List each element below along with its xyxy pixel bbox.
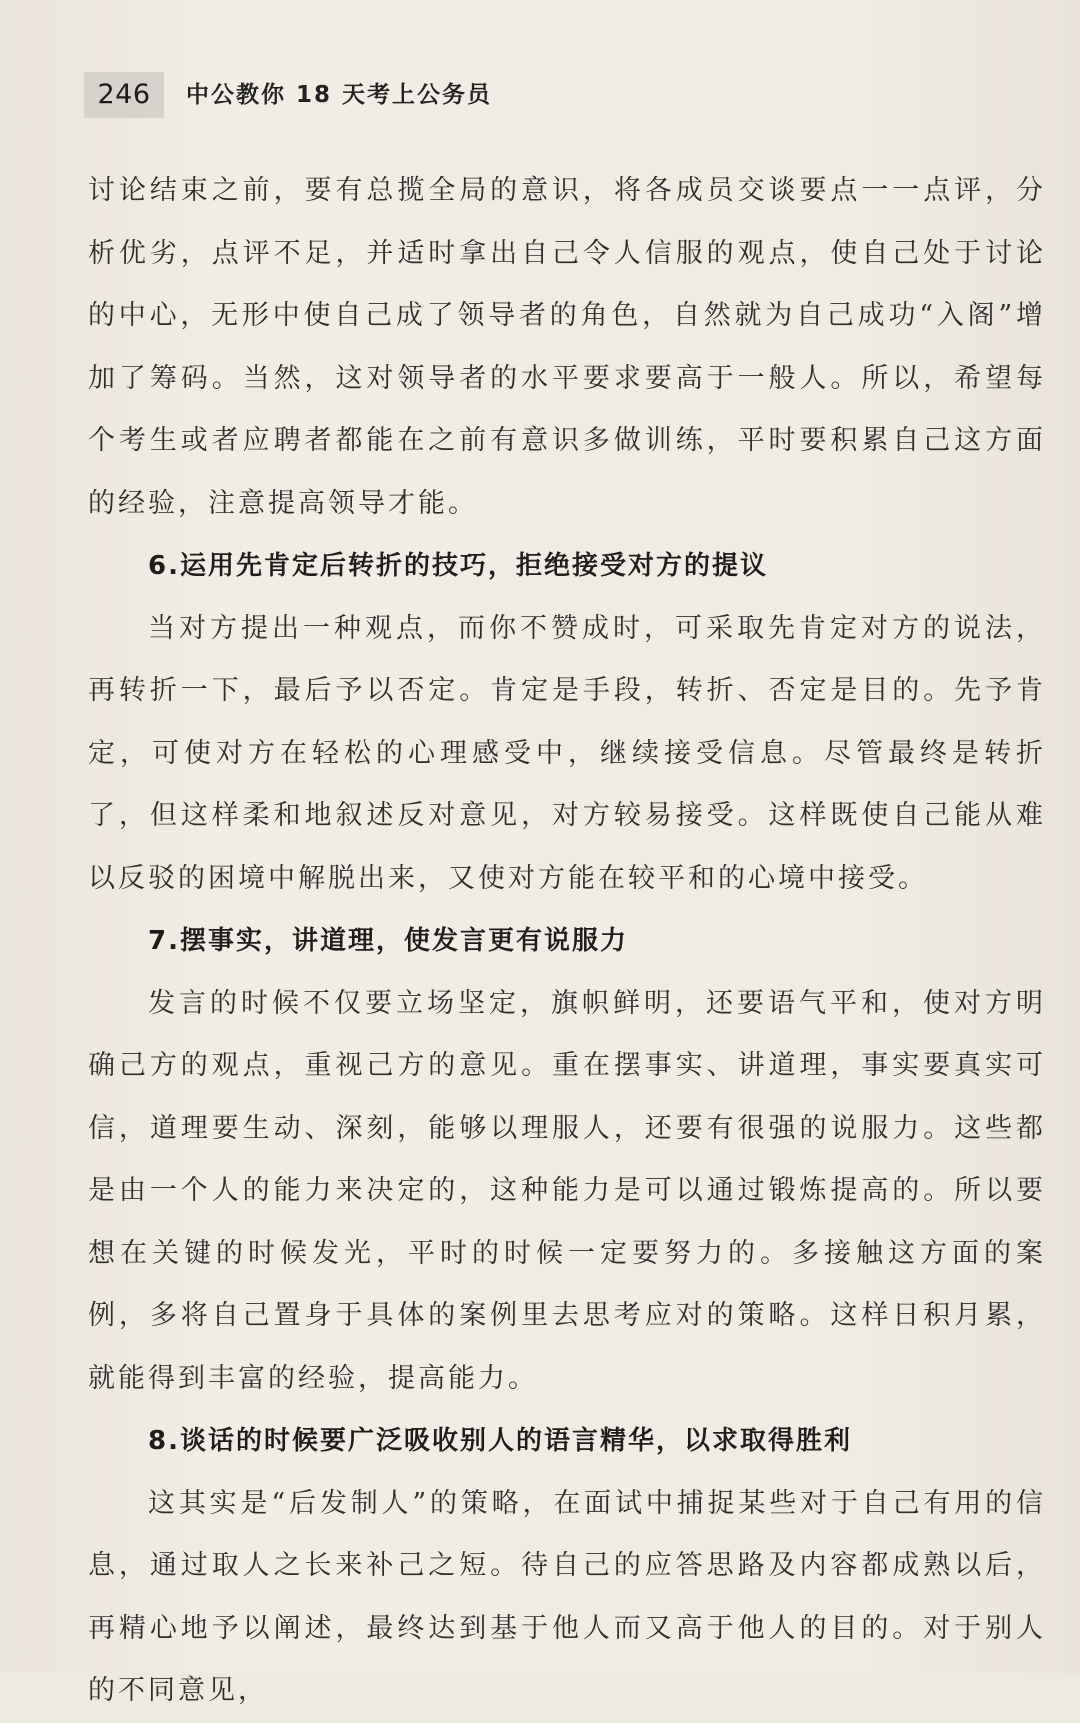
section-number: 8. xyxy=(148,1426,180,1456)
paragraph-absorb-others: 这其实是“后发制人”的策略，在面试中捕捉某些对于自己有用的信息，通过取人之长来补己之短。待自己的应答思路及内容都成熟以后，再精心地予以阐述，最终达到基于他人而又高于他人的目的。对于别人的不同意见， xyxy=(88,1487,1046,1706)
running-title: 中公教你 18 天考上公务员 xyxy=(186,82,493,108)
section-title: 摆事实，讲道理，使发言更有说服力 xyxy=(179,926,628,956)
section-heading-7 xyxy=(88,910,1046,973)
page-number: 246 xyxy=(84,72,164,118)
section-number: 7. xyxy=(148,926,180,956)
section-heading-8 xyxy=(88,1410,1046,1473)
page-body xyxy=(88,160,1046,1723)
page-header xyxy=(84,72,524,118)
section-heading-6 xyxy=(88,535,1046,598)
section-number: 6. xyxy=(148,551,180,581)
paragraph-affirm-then-turn: 当对方提出一种观点，而你不赞成时，可采取先肯定对方的说法，再转折一下，最后予以否定。肯定是手段，转折、否定是目的。先予肯定，可使对方在轻松的心理感受中，继续接受信息。尽管最终是转折了，但这样柔和地叙述反对意见，对方较易接受。这样既使自己能从难以反驳的困境中解脱出来，又使对方能在较平和的心境中接受。 xyxy=(88,612,1046,894)
paragraph-facts-and-reason: 发言的时候不仅要立场坚定，旗帜鲜明，还要语气平和，使对方明确己方的观点，重视己方的意见。重在摆事实、讲道理，事实要真实可信，道理要生动、深刻，能够以理服人，还要有很强的说服力。这些都是由一个人的能力来决定的，这种能力是可以通过锻炼提高的。所以要想在关键的时候发光，平时的时候一定要努力的。多接触这方面的案例，多将自己置身于具体的案例里去思考应对的策略。这样日积月累，就能得到丰富的经验，提高能力。 xyxy=(88,987,1046,1394)
paragraph-discussion-summary: 讨论结束之前，要有总揽全局的意识，将各成员交谈要点一一点评，分析优劣，点评不足，并适时拿出自己令人信服的观点，使自己处于讨论的中心，无形中使自己成了领导者的角色，自然就为自己成功“入阁”增加了筹码。当然，这对领导者的水平要求要高于一般人。所以，希望每个考生或者应聘者都能在之前有意识多做训练，平时要积累自己这方面的经验，注意提高领导才能。 xyxy=(88,175,1046,519)
section-title: 谈话的时候要广泛吸收别人的语言精华，以求取得胜利 xyxy=(179,1426,852,1456)
section-title: 运用先肯定后转折的技巧，拒绝接受对方的提议 xyxy=(179,551,768,581)
